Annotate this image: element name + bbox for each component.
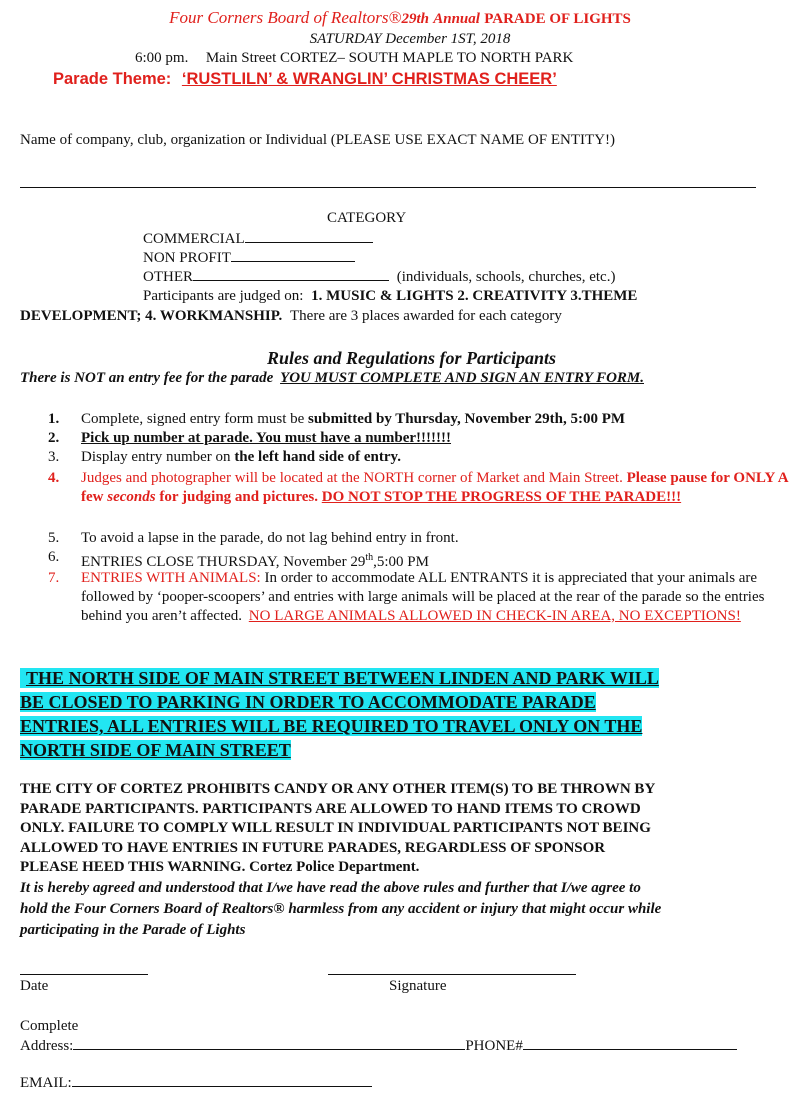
nonprofit-field[interactable] xyxy=(231,249,355,262)
rule-4: 4. Judges and photographer will be located at the NORTH corner of Market and Main Street. Please pause for ONLY A few seconds for judging and pictures. DO NOT STOP THE PROGRESS OF THE PARADE!!! xyxy=(48,470,788,505)
rule-4-text: Judges and photographer will be located at the NORTH corner of Market and Main Street. xyxy=(81,470,623,486)
other-note: (individuals, schools, churches, etc.) xyxy=(396,269,616,285)
org-name: Four Corners Board of Realtors xyxy=(169,8,389,27)
rule-3-number: 3. xyxy=(48,449,60,465)
agreement-line-1: It is hereby agreed and understood that I/we have read the above rules and further that I/we agree to xyxy=(20,880,641,896)
signature-label: Signature xyxy=(389,978,447,994)
notice-line-1: THE NORTH SIDE OF MAIN STREET BETWEEN LINDEN AND PARK WILL xyxy=(20,668,659,688)
year-ordinal: 29th xyxy=(401,11,429,27)
rule-2-text: Pick up number at parade. You must have a number!!!!!!! xyxy=(81,430,452,446)
candy-prohibition xyxy=(20,780,655,878)
event-route: Main Street CORTEZ– SOUTH MAPLE TO NORTH PARK xyxy=(205,50,574,66)
registered-mark: ® xyxy=(388,8,402,27)
email-label: EMAIL: xyxy=(20,1075,72,1091)
prohibit-line-2: PARADE PARTICIPANTS. PARTICIPANTS ARE ALLOWED TO HAND ITEMS TO CROWD xyxy=(20,800,641,817)
rule-5-text: To avoid a lapse in the parade, do not lag behind entry in front. xyxy=(81,530,459,546)
judged-label: Participants are judged on: xyxy=(143,288,304,304)
email-field[interactable] xyxy=(72,1074,372,1087)
rule-4-seconds: seconds xyxy=(107,489,156,505)
rule-3-emphasis: the left hand side of entry. xyxy=(234,449,401,465)
notice-line-2: BE CLOSED TO PARKING IN ORDER TO ACCOMMODATE PARADE xyxy=(20,692,596,712)
commercial-label: COMMERCIAL xyxy=(143,231,245,247)
rule-7-text: In order to accommodate ALL ENTRANTS it is appreciated that your animals are followed by ‘pooper-scoopers’ and entries with large animals will be placed at the rear of the parade so the entries behind you aren’t affected. xyxy=(81,570,765,624)
theme-text: ‘RUSTLILN’ & WRANGLIN’ CHRISTMAS CHEER’ xyxy=(181,70,557,88)
prohibit-line-5: PLEASE HEED THIS WARNING. Cortez Police Department. xyxy=(20,859,420,875)
parade-theme xyxy=(53,70,557,89)
rules-heading: Rules and Regulations for Participants xyxy=(267,348,557,368)
judging-criteria-line1 xyxy=(143,288,637,305)
phone-label: PHONE# xyxy=(465,1038,523,1054)
rule-6-sup: th xyxy=(365,552,374,563)
event-time-route xyxy=(135,50,573,67)
fee-must-text: YOU MUST COMPLETE AND SIGN AN ENTRY FORM. xyxy=(280,370,644,386)
rule-6-text: ENTRIES CLOSE THURSDAY, November 29 xyxy=(81,554,366,570)
rule-7-warning: NO LARGE ANIMALS ALLOWED IN CHECK-IN AREA, NO EXCEPTIONS! xyxy=(248,608,741,624)
rules-fee-note xyxy=(20,370,644,387)
rule-4-number: 4. xyxy=(48,470,60,486)
theme-label: Parade Theme: xyxy=(53,70,172,88)
address-row xyxy=(20,1037,737,1055)
rule-1-number: 1. xyxy=(48,411,60,427)
entity-name-label: Name of company, club, organization or Individual (PLEASE USE EXACT NAME OF ENTITY!) xyxy=(20,132,616,148)
header-line-1 xyxy=(0,8,800,28)
rule-3-text: Display entry number on xyxy=(81,449,231,465)
nonprofit-label: NON PROFIT xyxy=(143,250,231,266)
phone-field[interactable] xyxy=(523,1037,737,1050)
agreement-text xyxy=(20,878,661,941)
rule-2-number: 2. xyxy=(48,430,60,446)
rule-4-judging: for judging and pictures xyxy=(159,489,315,505)
signature-field[interactable] xyxy=(328,962,576,975)
other-field[interactable] xyxy=(193,268,389,281)
commercial-field[interactable] xyxy=(245,230,373,243)
agreement-line-2: hold the Four Corners Board of Realtors® harmless from any accident or injury that might occur while xyxy=(20,901,662,917)
annual-word: Annual xyxy=(433,11,480,27)
event-date: SATURDAY December 1ST, 2018 xyxy=(309,31,511,47)
event-time: 6:00 pm. xyxy=(135,50,189,66)
rule-4-warning: DO NOT STOP THE PROGRESS OF THE PARADE!!! xyxy=(321,489,682,505)
parking-notice xyxy=(20,666,659,762)
complete-label: Complete xyxy=(20,1018,79,1034)
rule-6-time: ,5:00 PM xyxy=(373,554,429,570)
date-label: Date xyxy=(20,978,49,994)
category-commercial xyxy=(143,230,373,248)
category-nonprofit xyxy=(143,249,355,267)
other-label: OTHER xyxy=(143,269,193,285)
agreement-line-3: participating in the Parade of Lights xyxy=(20,922,246,938)
entity-name-field[interactable] xyxy=(20,186,756,188)
date-field[interactable] xyxy=(20,962,148,975)
address-field[interactable] xyxy=(73,1037,465,1050)
rule-4-pause: Please pause for ONLY A few xyxy=(81,470,788,505)
judging-criteria-line2 xyxy=(20,308,562,325)
category-other xyxy=(143,268,615,286)
rule-1-deadline: submitted by Thursday, November 29th, 5:00 PM xyxy=(308,411,626,427)
address-label: Address: xyxy=(20,1038,74,1054)
event-name: PARADE OF LIGHTS xyxy=(484,11,631,27)
rule-6-number: 6. xyxy=(48,549,60,565)
notice-line-3: ENTRIES, ALL ENTRIES WILL BE REQUIRED TO TRAVEL ONLY ON THE xyxy=(20,716,643,736)
email-row xyxy=(20,1074,372,1092)
notice-line-4: NORTH SIDE OF MAIN STREET xyxy=(20,740,291,760)
judged-criteria-2: DEVELOPMENT; 4. WORKMANSHIP. xyxy=(20,308,283,324)
rule-7-number: 7. xyxy=(48,570,60,586)
rule-7-label: ENTRIES WITH ANIMALS: xyxy=(81,570,261,586)
prohibit-line-4: ALLOWED TO HAVE ENTRIES IN FUTURE PARADES, REGARDLESS OF SPONSOR xyxy=(20,839,606,856)
rule-7 xyxy=(48,569,768,649)
prohibit-line-1: THE CITY OF CORTEZ PROHIBITS CANDY OR ANY OTHER ITEM(S) TO BE THROWN BY xyxy=(20,781,656,797)
judged-criteria-1: 1. MUSIC & LIGHTS 2. CREATIVITY 3.THEME xyxy=(311,288,638,304)
prohibit-line-3: ONLY. FAILURE TO COMPLY WILL RESULT IN INDIVIDUAL PARTICIPANTS NOT BEING xyxy=(20,820,651,836)
rule-1-text: Complete, signed entry form must be xyxy=(81,411,305,427)
fee-note-text: There is NOT an entry fee for the parade xyxy=(20,370,274,386)
category-heading: CATEGORY xyxy=(327,210,407,226)
places-note: There are 3 places awarded for each category xyxy=(290,308,562,324)
rule-5-number: 5. xyxy=(48,530,60,546)
